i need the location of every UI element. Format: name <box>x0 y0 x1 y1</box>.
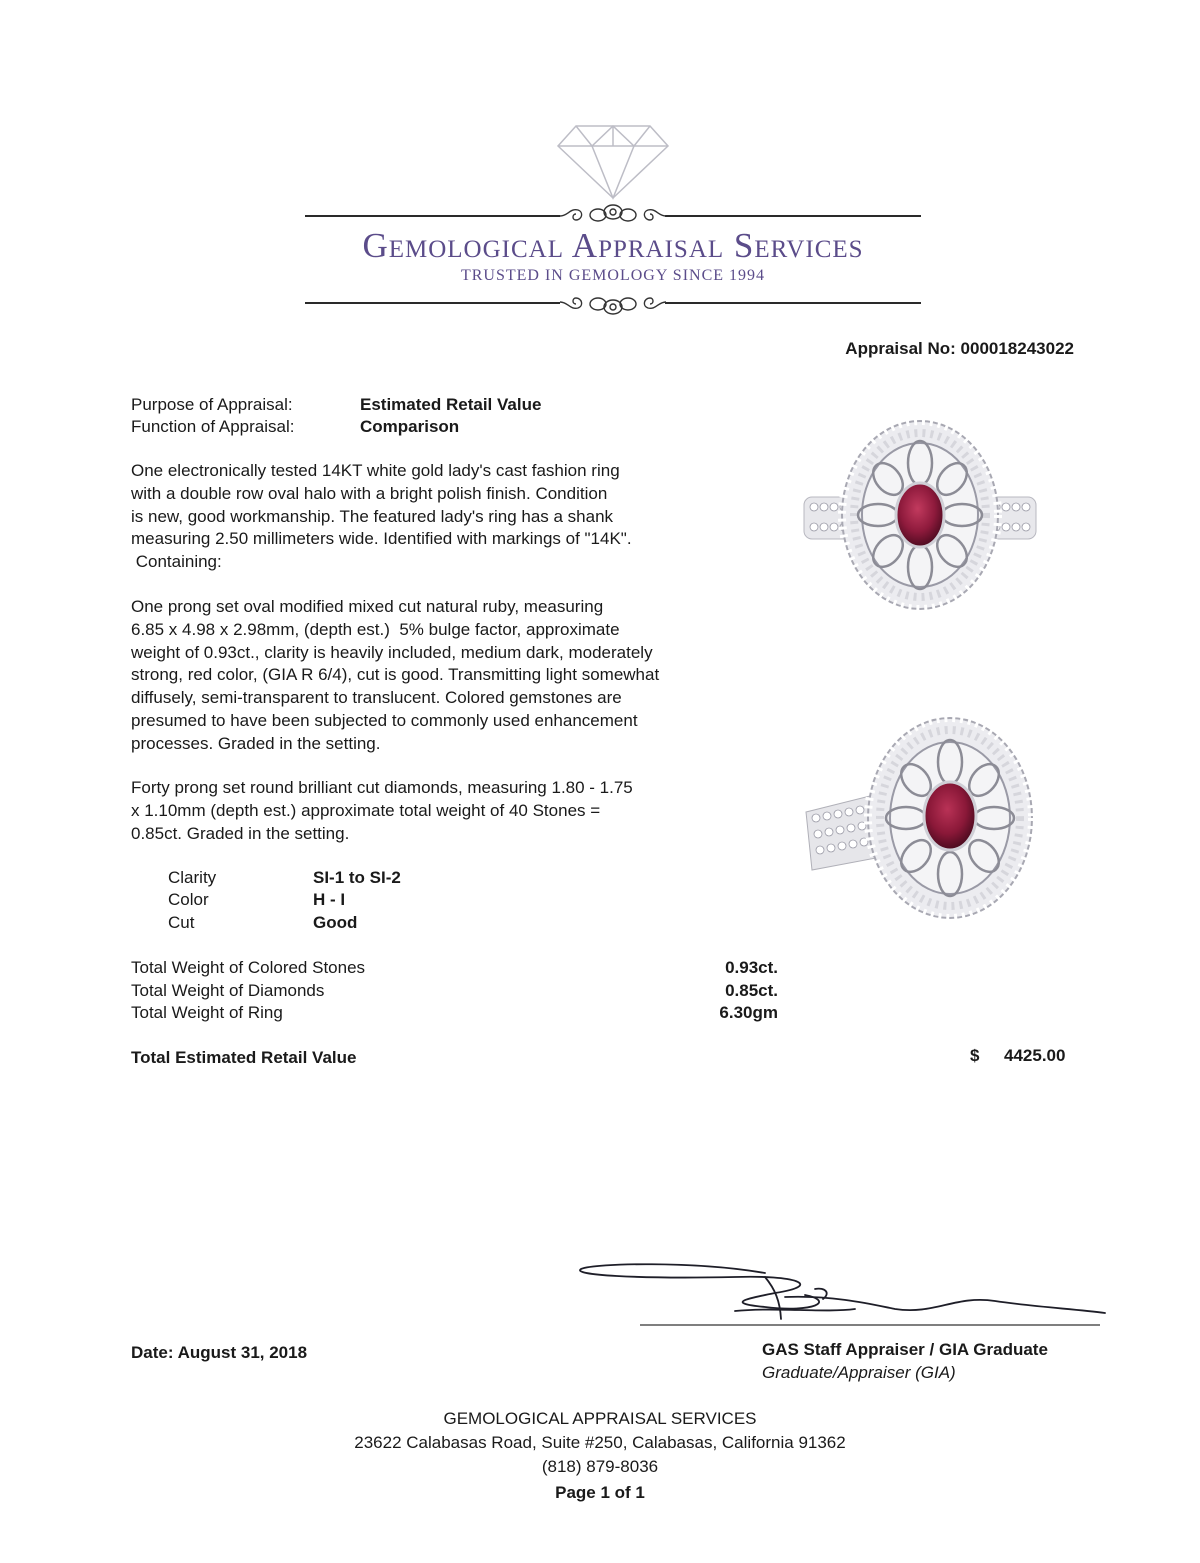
appraisal-date: Date: August 31, 2018 <box>131 1343 308 1362</box>
brand-tagline: TRUSTED IN GEMOLOGY SINCE 1994 <box>460 267 766 284</box>
page-number: Page 1 of 1 <box>555 1483 645 1502</box>
diamond-description-line: Forty prong set round brilliant cut diamonds, measuring 1.80 - 1.75 <box>131 778 633 797</box>
ruby-description-line: processes. Graded in the setting. <box>131 733 381 753</box>
appraiser-title: GAS Staff Appraiser / GIA Graduate <box>762 1340 1048 1359</box>
header-rule-top-right <box>665 215 921 217</box>
diamond-outline-icon <box>554 122 672 202</box>
ruby-description-line: presumed to have been subjected to commonly used enhancement <box>131 710 638 730</box>
function-label: Function of Appraisal: <box>131 417 295 436</box>
footer-company: GEMOLOGICAL APPRAISAL SERVICES <box>443 1409 757 1428</box>
weight-ring-label: Total Weight of Ring <box>131 1003 283 1022</box>
weight-colored-value: 0.93ct. <box>725 958 778 977</box>
cut-label: Cut <box>168 913 195 932</box>
brand-name: Gemological Appraisal Services <box>362 226 864 265</box>
header-rule-bottom-left <box>305 302 560 304</box>
function-value: Comparison <box>360 417 460 436</box>
ring-description-line: is new, good workmanship. The featured lady's ring has a shank <box>131 506 614 526</box>
clarity-label: Clarity <box>168 868 217 887</box>
ring-description-line: Containing: <box>131 552 222 572</box>
purpose-value: Estimated Retail Value <box>360 395 542 414</box>
appraiser-subtitle: Graduate/Appraiser (GIA) <box>762 1363 956 1382</box>
ring-photo-bottom <box>800 708 1040 923</box>
purpose-label: Purpose of Appraisal: <box>131 395 293 414</box>
weight-diamonds-value: 0.85ct. <box>725 981 778 1000</box>
total-currency: $ <box>970 1046 980 1065</box>
appraisal-number: Appraisal No: 000018243022 <box>845 339 1074 358</box>
clarity-value: SI-1 to SI-2 <box>313 868 401 887</box>
footer-address: 23622 Calabasas Road, Suite #250, Calabasas, California 91362 <box>354 1433 846 1452</box>
footer-phone: (818) 879-8036 <box>541 1457 659 1476</box>
ring-photo-top <box>800 415 1040 615</box>
cut-value: Good <box>313 913 358 932</box>
ring-description-line: with a double row oval halo with a bright polish finish. Condition <box>131 483 608 503</box>
total-value-label: Total Estimated Retail Value <box>131 1048 357 1067</box>
ruby-description-line: strong, red color, (GIA R 6/4), cut is good. Transmitting light somewhat <box>131 665 660 685</box>
ring-description-line: One electronically tested 14KT white gold lady's cast fashion ring <box>131 461 620 480</box>
diamond-description <box>131 777 761 845</box>
total-amount: 4425.00 <box>1004 1046 1066 1065</box>
ruby-description-line: One prong set oval modified mixed cut natural ruby, measuring <box>131 597 604 616</box>
weight-colored-label: Total Weight of Colored Stones <box>131 958 366 977</box>
ring-description <box>131 460 761 574</box>
diamond-description-line: 0.85ct. Graded in the setting. <box>131 823 350 843</box>
color-value: H - I <box>313 890 346 909</box>
diamond-description-line: x 1.10mm (depth est.) approximate total weight of 40 Stones = <box>131 800 601 820</box>
ruby-description <box>131 596 771 756</box>
ruby-description-line: weight of 0.93ct., clarity is heavily included, medium dark, moderately <box>131 642 653 662</box>
scroll-ornament-bottom <box>558 290 668 320</box>
color-label: Color <box>168 890 209 909</box>
weight-diamonds-label: Total Weight of Diamonds <box>131 981 325 1000</box>
weight-ring-value: 6.30gm <box>719 1003 778 1022</box>
header-rule-bottom-right <box>665 302 921 304</box>
header-rule-top-left <box>305 215 560 217</box>
ruby-description-line: diffusely, semi-transparent to translucent. Colored gemstones are <box>131 688 622 708</box>
ring-description-line: measuring 2.50 millimeters wide. Identified with markings of "14K". <box>131 529 632 549</box>
appraiser-signature <box>575 1255 1110 1335</box>
ruby-description-line: 6.85 x 4.98 x 2.98mm, (depth est.) 5% bulge factor, approximate <box>131 619 620 639</box>
